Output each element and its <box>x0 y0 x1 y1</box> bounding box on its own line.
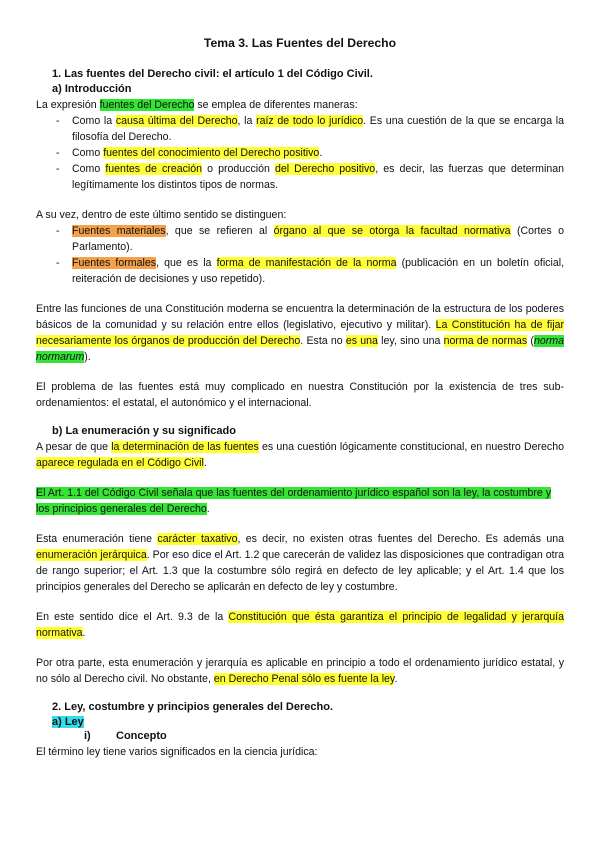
highlight-yellow: del Derecho positivo <box>274 163 376 175</box>
highlight-yellow: es una <box>345 335 378 347</box>
paragraph-derecho-penal: Por otra parte, esta enumeración y jerarquía es aplicable en principio a todo el ordenamiento jurídico estatal, y no sólo al Derecho civil. No obstante, en Derecho Penal sólo es fuente la ley. <box>36 657 564 685</box>
highlight-yellow: norma de normas <box>443 335 528 347</box>
paragraph-enumeracion: Esta enumeración tiene carácter taxativo, es decir, no existen otras fuentes del Derecho. Es además una enumeración jerárquica. Por eso dice el Art. 1.2 que carecerán de validez las disposiciones que contradigan otra de rango superior; el Art. 1.3 que la costumbre sólo regirá en defecto de ley aplicable; y el Art. 1.4 que los principios generales del Derecho se aplicarán en defecto de ley y costumbre. <box>36 533 564 593</box>
paragraph-expresion: La expresión fuentes del Derecho se emplea de diferentes maneras: <box>36 99 358 111</box>
subsubsection-concepto-heading: i) Concepto <box>84 730 167 742</box>
paragraph-determinacion: A pesar de que la determinación de las fuentes es una cuestión lógicamente constitucional, en nuestro Derecho aparece regulada en el Código Civil. <box>36 441 565 469</box>
highlight-green: fuentes del Derecho <box>99 99 195 111</box>
paragraph-constitucion: Entre las funciones de una Constitución moderna se encuentra la determinación de la estructura de los poderes básicos de la comunidad y su relación entre ellos (legislativo, ejecutivo y militar). La Constitución ha de fijar necesariamente los órganos de producción del Derecho. Esta no es una ley, sino una norma de normas (norma normarum). <box>36 303 564 363</box>
highlight-yellow: fuentes de creación <box>105 163 203 175</box>
highlight-yellow: causa última del Derecho <box>115 115 238 127</box>
paragraph-distinguen: A su vez, dentro de este último sentido se distinguen: <box>36 209 287 221</box>
section-1-heading: 1. Las fuentes del Derecho civil: el artículo 1 del Código Civil. <box>52 68 373 80</box>
highlight-yellow: Constitución que ésta garantiza el principio de legalidad y jerarquía normativa <box>36 611 564 639</box>
highlight-yellow: fuentes del conocimiento del Derecho positivo <box>103 147 320 159</box>
highlight-green: norma normarum <box>36 335 564 363</box>
paragraph-problema: El problema de las fuentes está muy complicado en nuestra Constitución por la existencia de tres sub-ordenamientos: el estatal, el autonómico y el internacional. <box>36 381 564 409</box>
list-item: - Como fuentes del conocimiento del Derecho positivo. <box>36 145 564 161</box>
highlight-yellow: raíz de todo lo jurídico <box>256 115 364 127</box>
highlight-yellow: enumeración jerárquica <box>36 549 147 561</box>
page-title: Tema 3. Las Fuentes del Derecho <box>203 36 397 50</box>
paragraph-art-9-3: En este sentido dice el Art. 9.3 de la Constitución que ésta garantiza el principio de legalidad y jerarquía normativa. <box>36 611 564 639</box>
meanings-list <box>36 113 564 193</box>
section-2-heading: 2. Ley, costumbre y principios generales del Derecho. <box>52 701 334 713</box>
subsection-a-heading: a) Introducción <box>52 83 132 95</box>
subsection-b-heading: b) La enumeración y su significado <box>52 425 236 437</box>
sources-list <box>36 223 564 287</box>
highlight-orange: Fuentes materiales <box>72 225 166 237</box>
highlight-cyan: a) Ley <box>52 716 84 728</box>
paragraph-art-1-1: El Art. 1.1 del Código Civil señala que las fuentes del ordenamiento jurídico español son la ley, la costumbre y los principios generales del Derecho. <box>36 487 552 515</box>
highlight-yellow: órgano al que se otorga la facultad normativa <box>273 225 511 237</box>
highlight-yellow: en Derecho Penal sólo es fuente la ley <box>213 673 395 685</box>
highlight-yellow: La Constitución ha de fijar necesariamente los órganos de producción del Derecho <box>36 319 564 347</box>
list-item: - Como fuentes de creación o producción del Derecho positivo, es decir, las fuerzas que determinan legítimamente los distintos tipos de normas. <box>36 161 564 193</box>
highlight-yellow: la determinación de las fuentes <box>111 441 259 453</box>
highlight-orange: Fuentes formales <box>72 257 157 269</box>
highlight-yellow: aparece regulada en el Código Civil <box>36 457 204 469</box>
highlight-yellow: carácter taxativo <box>157 533 238 545</box>
paragraph-termino-ley: El término ley tiene varios significados en la ciencia jurídica: <box>36 746 318 758</box>
subsection-ley-heading <box>52 716 564 728</box>
highlight-green: El Art. 1.1 del Código Civil señala que las fuentes del ordenamiento jurídico español son la ley, la costumbre y los principios generales del Derecho <box>36 487 552 515</box>
list-item: - Fuentes formales, que es la forma de manifestación de la norma (publicación en un boletín oficial, reiteración de decisiones y uso repetido). <box>36 255 564 287</box>
list-item: - Como la causa última del Derecho, la raíz de todo lo jurídico. Es una cuestión de la que se encarga la filosofía del Derecho. <box>36 113 564 145</box>
highlight-yellow: forma de manifestación de la norma <box>216 257 397 269</box>
list-item: - Fuentes materiales, que se refieren al órgano al que se otorga la facultad normativa (Cortes o Parlamento). <box>36 223 564 255</box>
